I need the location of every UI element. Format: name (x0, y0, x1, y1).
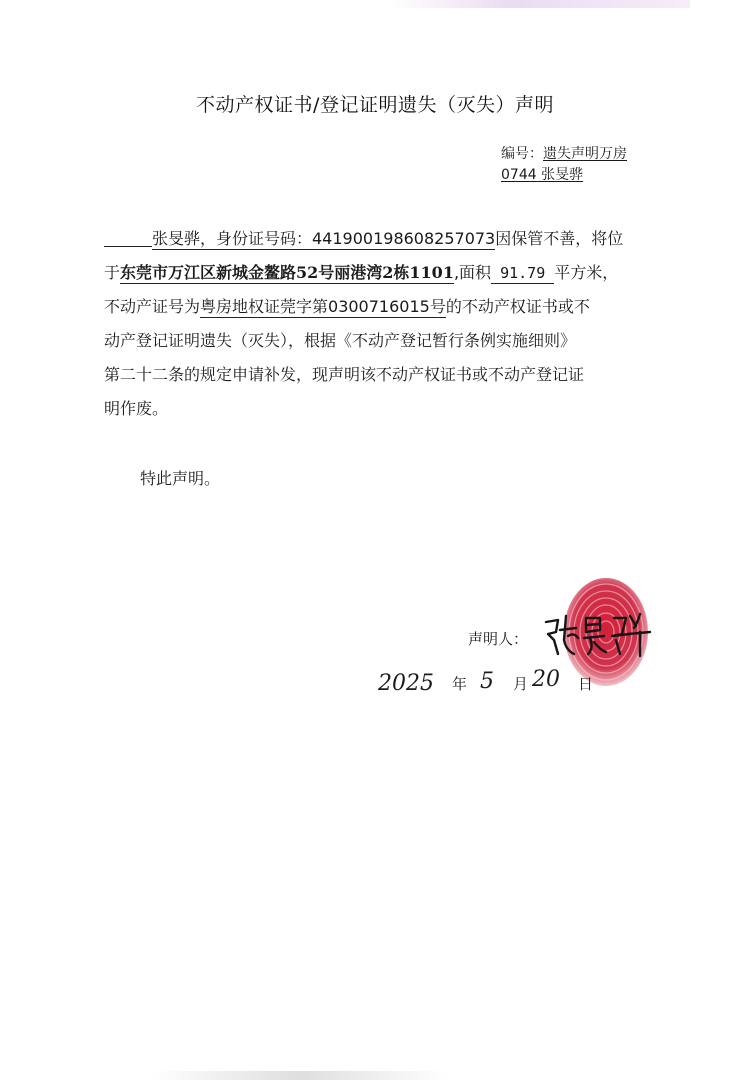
scan-edge-tint-bottom (150, 1071, 450, 1080)
body-line-2-prefix: 于 (104, 263, 121, 282)
date-year-unit: 年 (452, 675, 468, 693)
body-line-5: 第二十二条的规定申请补发，现声明该不动产权证书或不动产登记证 (104, 365, 585, 384)
cert-suffix: 的不动产权证书或不 (445, 297, 590, 316)
body-line-3 (104, 290, 664, 324)
scan-edge-tint-top (390, 0, 690, 8)
date-year: 2025 (378, 671, 434, 696)
declarant-name-id: 张旻骅，身份证号码：441900198608257073 (152, 229, 496, 248)
certificate-number: 粤房地权证莞字第0300716015号 (200, 297, 446, 316)
reference-line-1: 遗失声明万房 (543, 146, 627, 162)
declaration-body (104, 222, 664, 426)
date-day: 20 (532, 667, 560, 692)
closing-statement: 特此声明。 (140, 469, 221, 488)
body-line-6: 明作废。 (104, 399, 169, 418)
body-line-2 (104, 256, 664, 290)
date-month-unit: 月 (513, 675, 529, 693)
body-line-1-text: 因保管不善，将位 (495, 229, 624, 248)
declarant-label: 声明人： (468, 630, 529, 648)
reference-line-2: 0744 张旻骅 (501, 167, 584, 183)
handwritten-signature (540, 610, 655, 660)
date-month: 5 (480, 669, 494, 694)
area-label: ,面积 (453, 263, 492, 282)
cert-prefix: 不动产证号为 (104, 297, 201, 316)
indent-blank (104, 228, 152, 247)
area-value: 91.79 (491, 264, 554, 284)
declaration-date (370, 665, 630, 705)
date-day-unit: 日 (578, 675, 594, 693)
area-unit: 平方米， (554, 263, 619, 282)
reference-label: 编号： (501, 146, 543, 162)
reference-number (501, 144, 627, 186)
document-title: 不动产权证书/登记证明遗失（灭失）声明 (196, 94, 554, 116)
property-address: 东莞市万江区新城金鳌路52号丽港湾2栋1101 (120, 263, 454, 282)
body-line-1 (104, 222, 664, 256)
body-line-4: 动产登记证明遗失（灭失），根据《不动产登记暂行条例实施细则》 (104, 331, 577, 350)
